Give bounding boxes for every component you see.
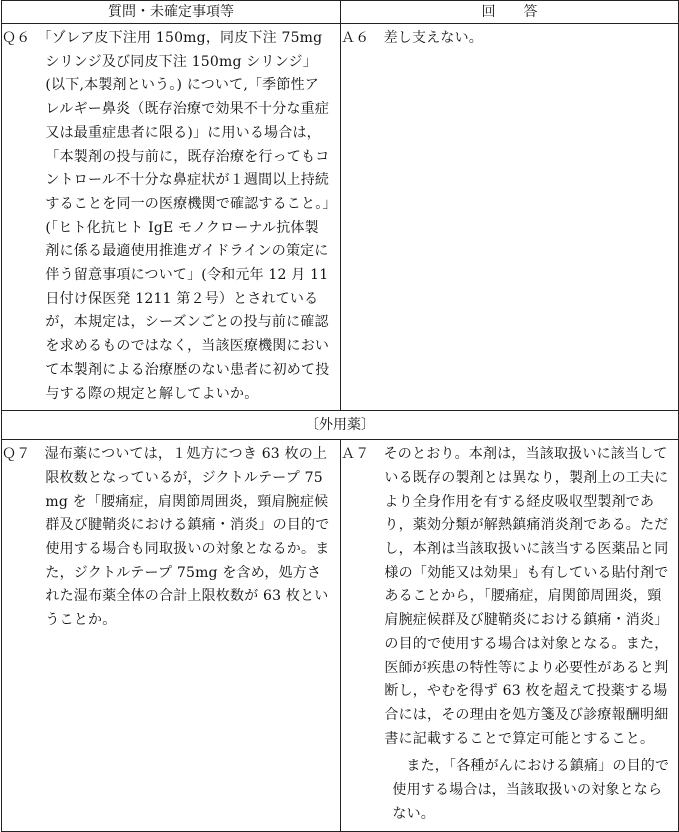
answer-a7-para2 (341, 755, 678, 830)
question-cell-q6 (2, 24, 341, 411)
answer-label-a6: Ａ６ (341, 30, 370, 46)
question-label-q6: Ｑ６ (2, 30, 31, 46)
answer-cell-a6 (341, 24, 679, 411)
answer-text-a7: そのとおり。本剤は，当該取扱いに該当している既存の製剤とは異なり，製剤上の工夫により全身作用を有する経皮吸収型製剤であり，薬効分類が解熱鎮痛消炎剤である。ただし，本剤は当該取扱いに該当する医薬品と同様の「効能又は効果」も有している貼付剤であることから，「腰痛症，肩関節周囲炎，頸肩腕症候群及び腱鞘炎における鎮痛・消炎」の目的で使用する場合は対象となる。また，医師が疾患の特性等により必要性があると判断し，やむを得ず 63 枚を超えて投薬する場合には，その理由を処方箋及び診療報酬明細書に記載することで算定可能とすること。 (383, 446, 669, 747)
header-row (2, 1, 679, 24)
answer-label-a7: Ａ７ (341, 446, 370, 463)
question-label-q7: Ｑ７ (2, 446, 31, 463)
question-text-q6: 「ゾレア皮下注用 150mg，同皮下注 75mg シリンジ及び同皮下注 150mg シリンジ」(以下,本製剤という。) について,「季節性アレルギー鼻炎（既存治療で効果不十分な重症又は最重症患者に限る)」に用いる場合は，「本製剤の投与前に，既存治療を行ってもコントロール不十分な鼻症状が１週間以上持続することを同一の医療機関で確認すること。」(「ヒト化抗ヒト IgE モノクローナル抗体製剤に係る最適使用推進ガイドラインの策定に伴う留意事項について」(令和元年 12 月 11 日付け保医発 1211 第２号）とされているが，本規定は，シーズンごとの投与前に確認を求めるものではなく，当該医療機関において本製剤による治療歴のない患者に初めて投与する際の規定と解してよいか。 (44, 30, 330, 402)
section-title: 〔外用薬〕 (2, 411, 679, 440)
answer-text-a6: 差し支えない。 (383, 30, 484, 46)
question-q6 (2, 24, 340, 410)
section-row (2, 411, 679, 440)
answer-a6 (341, 24, 678, 55)
qa-row-q7 (2, 440, 679, 831)
answer-text-a7-2: また，「各種がんにおける鎮痛」の目的で使用する場合は，当該取扱いの対象とならない。 (392, 758, 670, 822)
answer-a7 (341, 440, 678, 755)
answer-column-header: 回 答 (341, 1, 679, 24)
question-q7 (2, 440, 340, 637)
qa-table (1, 0, 679, 832)
qa-row-q6 (2, 24, 679, 411)
question-column-header: 質問・未確定事項等 (2, 1, 341, 24)
question-text-q7: 湿布薬については，１処方につき 63 枚の上限枚数となっているが，ジクトルテープ 75mg を「腰痛症，肩関節周囲炎，頸肩腕症候群及び腱鞘炎における鎮痛・消炎」の目的で使用する場合も同取扱いの対象となるか。また，ジクトルテープ 75mg を含め，処方された湿布薬全体の合計上限枚数が 63 枚ということか。 (44, 446, 330, 629)
answer-cell-a7 (341, 440, 679, 831)
question-cell-q7 (2, 440, 341, 831)
